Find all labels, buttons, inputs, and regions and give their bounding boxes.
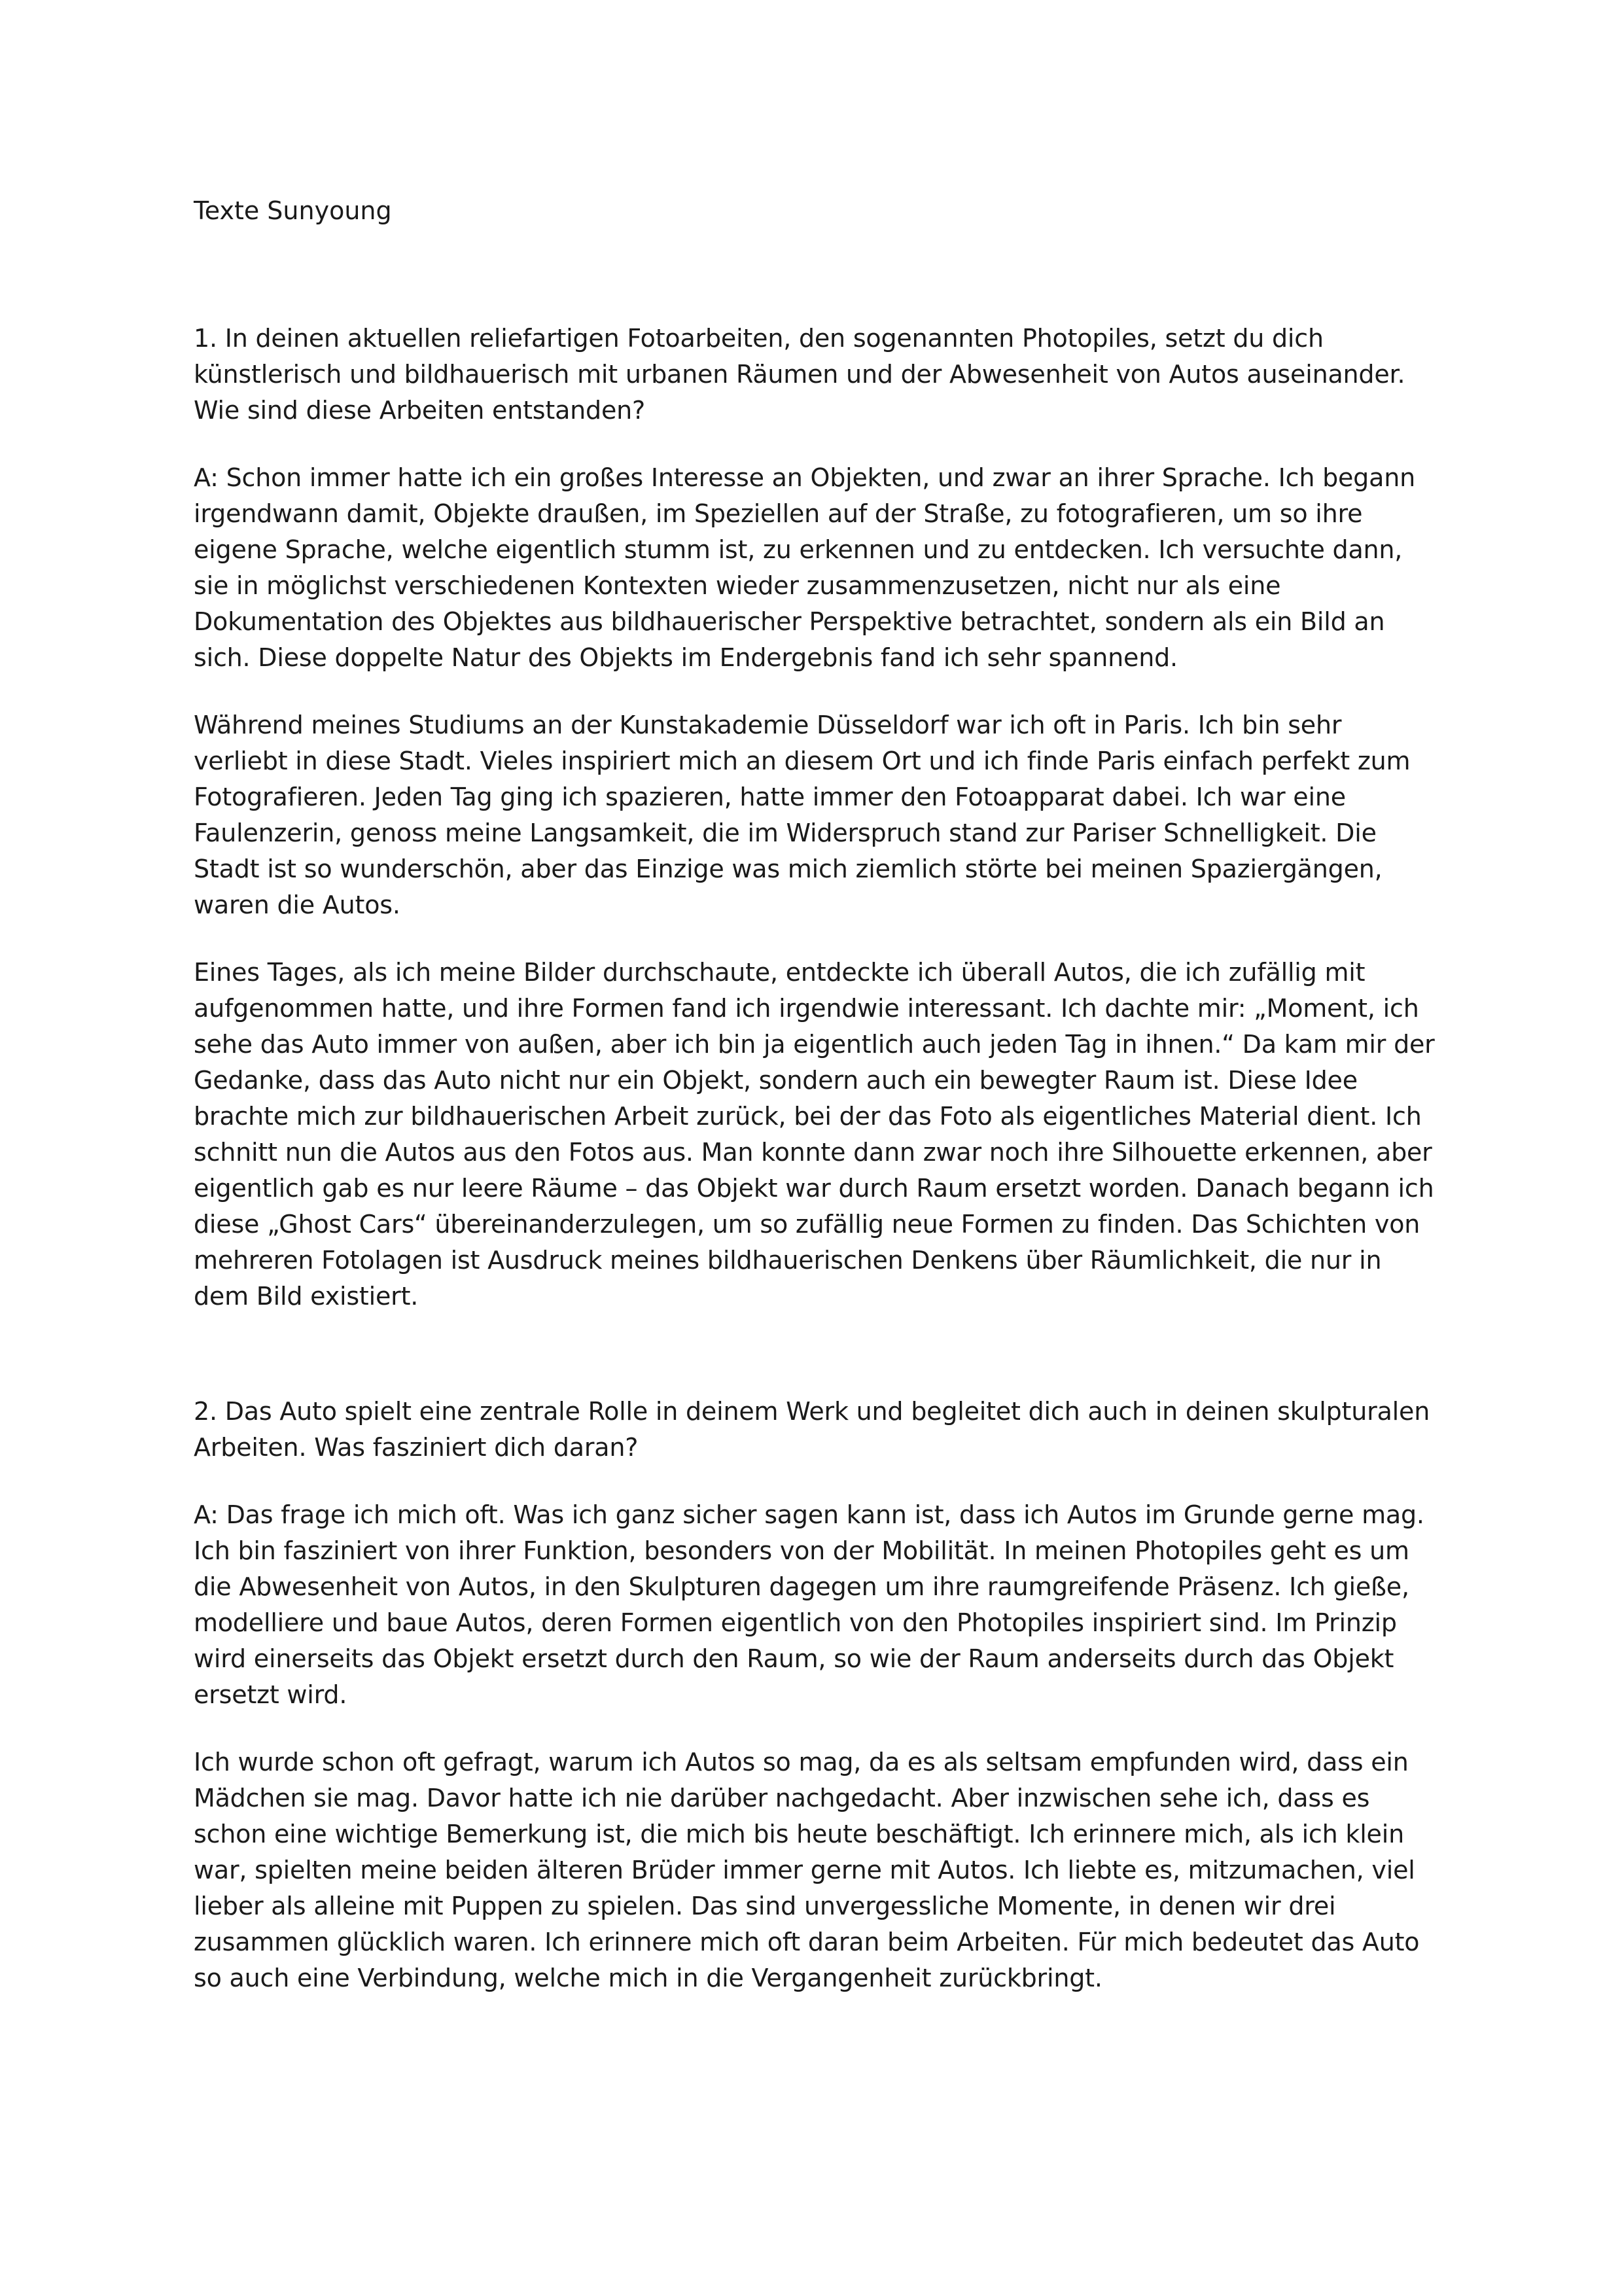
answer-1-paragraph-3: Eines Tages, als ich meine Bilder durchschaute, entdeckte ich überall Autos, die ich zufällig mit aufgenommen hatte, und ihre Formen fand ich irgendwie interessant. Ich dachte mir: „Moment, ich sehe das Auto immer von außen, aber ich bin ja eigentlich auch jeden Tag in ihnen.“ Da kam mir der Gedanke, dass das Auto nicht nur ein Objekt, sondern auch ein bewegter Raum ist. Diese Idee brachte mich zur bildhauerischen Arbeit zurück, bei der das Foto als eigentliches Material dient. Ich schnitt nun die Autos aus den Fotos aus. Man konnte dann zwar noch ihre Silhouette erkennen, aber eigentlich gab es nur leere Räume – das Objekt war durch Raum ersetzt worden. Danach begann ich diese „Ghost Cars“ übereinanderzulegen, um so zufällig neue Formen zu finden. Das Schichten von mehreren Fotolagen ist Ausdruck meines bildhauerischen Denkens über Räumlichkeit, die nur in dem Bild existiert. [194, 958, 1435, 1311]
question-2: 2. Das Auto spielt eine zentrale Rolle in deinem Werk und begleitet dich auch in deinen skulpturalen Arbeiten. Was fasziniert dich daran? [194, 1397, 1430, 1462]
question-1: 1. In deinen aktuellen reliefartigen Fotoarbeiten, den sogenannten Photopiles, setzt du dich künstlerisch und bildhauerisch mit urbanen Räumen und der Abwesenheit von Autos auseinander. Wie sind diese Arbeiten entstanden? [194, 324, 1405, 425]
interview-section-1 [194, 321, 1437, 1346]
answer-2-paragraph-2: Ich wurde schon oft gefragt, warum ich Autos so mag, da es als seltsam empfunden wird, dass ein Mädchen sie mag. Davor hatte ich nie darüber nachgedacht. Aber inzwischen sehe ich, dass es schon eine wichtige Bemerkung ist, die mich bis heute beschäftigt. Ich erinnere mich, als ich klein war, spielten meine beiden älteren Brüder immer gerne mit Autos. Ich liebte es, mitzumachen, viel lieber als alleine mit Puppen zu spielen. Das sind unvergessliche Momente, in denen wir drei zusammen glücklich waren. Ich erinnere mich oft daran beim Arbeiten. Für mich bedeutet das Auto so auch eine Verbindung, welche mich in die Vergangenheit zurückbringt. [194, 1748, 1420, 1992]
document-page [194, 0, 1437, 2296]
interview-section-2 [194, 1394, 1437, 2028]
answer-1-paragraph-2: Während meines Studiums an der Kunstakademie Düsseldorf war ich oft in Paris. Ich bin sehr verliebt in diese Stadt. Vieles inspiriert mich an diesem Ort und ich finde Paris einfach perfekt zum Fotografieren. Jeden Tag ging ich spazieren, hatte immer den Fotoapparat dabei. Ich war eine Faulenzerin, genoss meine Langsamkeit, die im Widerspruch stand zur Pariser Schnelligkeit. Die Stadt ist so wunderschön, aber das Einzige was mich ziemlich störte bei meinen Spaziergängen, waren die Autos. [194, 711, 1411, 919]
answer-1-paragraph-1: A: Schon immer hatte ich ein großes Interesse an Objekten, und zwar an ihrer Sprache. Ich begann irgendwann damit, Objekte draußen, im Speziellen auf der Straße, zu fotografieren, um so ihre eigene Sprache, welche eigentlich stumm ist, zu erkennen und zu entdecken. Ich versuchte dann, sie in möglichst verschiedenen Kontexten wieder zusammenzusetzen, nicht nur als eine Dokumentation des Objektes aus bildhauerischer Perspektive betrachtet, sondern als ein Bild an sich. Diese doppelte Natur des Objekts im Endergebnis fand ich sehr spannend. [194, 463, 1415, 672]
document-title: Texte Sunyoung [194, 196, 392, 225]
answer-2-paragraph-1: A: Das frage ich mich oft. Was ich ganz sicher sagen kann ist, dass ich Autos im Grunde gerne mag. Ich bin fasziniert von ihrer Funktion, besonders von der Mobilität. In meinen Photopiles geht es um die Abwesenheit von Autos, in den Skulpturen dagegen um ihre raumgreifende Präsenz. Ich gieße, modelliere und baue Autos, deren Formen eigentlich von den Photopiles inspiriert sind. Im Prinzip wird einerseits das Objekt ersetzt durch den Raum, so wie der Raum anderseits durch das Objekt ersetzt wird. [194, 1500, 1424, 1709]
